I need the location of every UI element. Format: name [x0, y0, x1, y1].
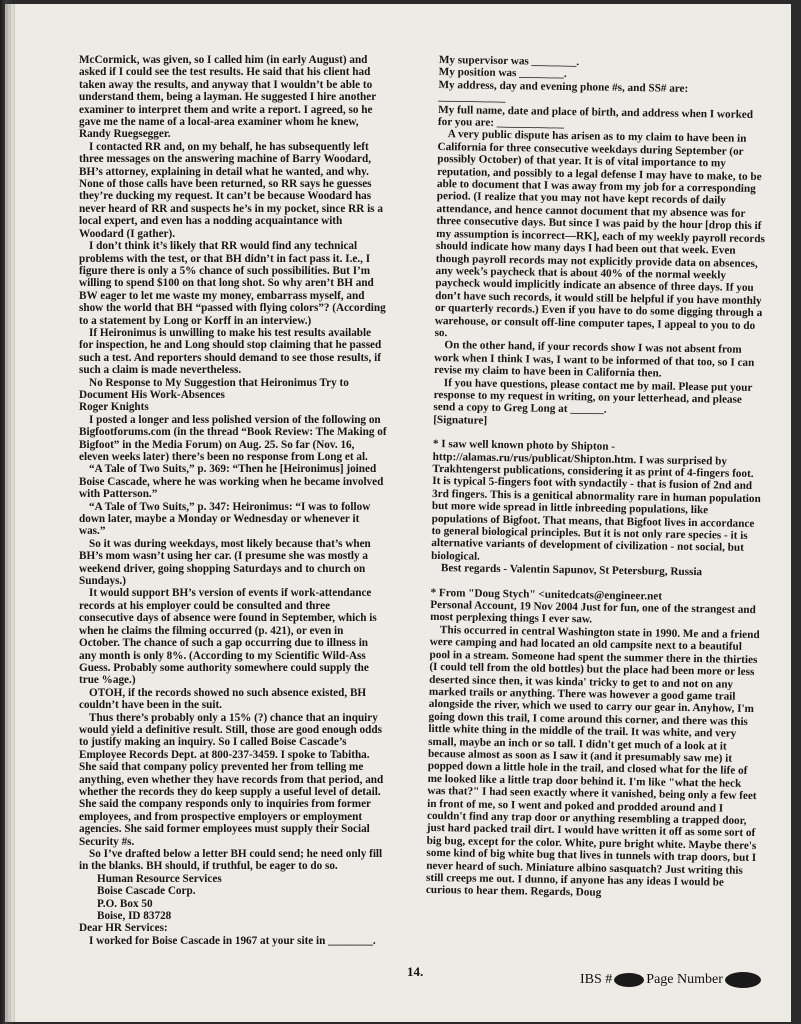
paragraph: So it was during weekdays, most likely because that’s when BH’s mom wasn’t using her car. (I presume she was mostly a weekend driver, going shopping Saturdays and to church on Sundays.): [79, 537, 371, 588]
paragraph: Personal Account, 19 Nov 2004 Just for fun, one of the strangest and most perplexing things I ever saw.: [430, 598, 756, 626]
signoff: Best regards - Valentin Sapunov, St Petersburg, Russia: [440, 562, 703, 579]
paragraph: I posted a longer and less polished version of the following on Bigfootforums.com (in the thread “Book Review: The Making of Bigfoot” in the Media Forum) on Aug. 25. So far (Nov. 16, eleven weeks later) there’s been no response from Long et al.: [79, 413, 387, 463]
paragraph: A very public dispute has arisen as to my claim to have been in California for three consecutive weekdays during September (or possibly October) of that year. It is of vital importance to my reputation, and possibly to a legal defense I may have to make, to be able to document that I was away from my job for a corresponding period. (I realize that you may not have kept records of daily attendance, and hence cannot document that my absence was for three consecutive days. But since I was paid by the hour [drop this if my assumption is incorrect—RK], each of my weekly payroll records should indicate how many days I had been out that week. Even though payroll records may not explicitly provide data on absences, any week’s paycheck that is about 40% of the normal weekly paycheck would implicitly indicate an absence of three days. If you don’t have such records, it would still be helpful if you have monthly or quarterly records.) Even if you have to do some digging through a warehouse, or consult off-line computer tapes, I appeal to you to do so.: [434, 128, 765, 340]
address-line: Human Resource Services: [97, 872, 222, 885]
address-line: Boise, ID 83728: [97, 910, 172, 923]
right-column: [426, 54, 769, 902]
paragraph: I don’t think it’s likely that RR would find any technical problems with the test, or that BH didn’t in fact pass it. I.e., I figure there is only a 5% chance of such possibilities. But I’m willing to spend $100 on that long shot. So why aren’t BH and BW eager to let me waste my money, embarrass myself, and show the world that BH “passed with flying colors”? (According to a statement by Long or Korff in an interview.): [79, 240, 386, 327]
paragraph: Thus there’s probably only a 15% (?) chance that an inquiry would yield a definitive result. Still, those are good enough odds to justify making an inquiry. So I called Boise Cascade’s Employee Records Dept. at 800-237-3459. I spoke to Tabitha. She said that company policy prevented her from telling me anything, even whether they have records from that period, and whether the records they do keep supply a useful level of detail. She said the company responds only to inquiries from former employees, and from prospective employers or employment agencies. She said former employees must supply their Social Security #s.: [79, 711, 384, 848]
ibs-page-number-stamp: [580, 972, 761, 988]
paragraph: If you have questions, please contact me by mail. Please put your response to my request in writing, on your letterhead, and please send a copy to Greg Long at ______.: [433, 376, 753, 417]
address-line: Boise Cascade Corp.: [97, 885, 196, 898]
page-number-label: Page Number: [646, 972, 723, 988]
paragraph: If Heironimus is unwilling to make his test results available for inspection, he and Long should stop claiming that he passed such a test. And reporters should demand to see those results, if such a claim is made nevertheless.: [79, 326, 382, 377]
paragraph: OTOH, if the records showed no such absence existed, BH couldn’t have been in the suit.: [79, 686, 367, 712]
paragraph: It would support BH’s version of events if work-attendance records at his employer could be consulted and three consecutive days of absence were found in September, which is when he claims the filming occurred (p. 421), or even in October. The chance of such a gap occurring due to illness in any month is only 8%. (According to my Scientific Wild-Ass Guess. Probably some authority somewhere could supply the true %age.): [79, 587, 377, 687]
quote-paragraph: “A Tale of Two Suits,” p. 369: “Then he [Heironimus] joined Boise Cascade, where he was working when he became involved with Patterson.”: [79, 463, 384, 501]
letter-line: My full name, date and place of birth, and address when I worked for you are: ____________: [437, 103, 754, 131]
paragraph: * I saw well known photo by Shipton - http://alamas.ru/rus/publicat/Shipton.htm. I was surprised by Trakhtengerst publications, considering it as print of 4-fingers foot. It is typical 5-fingers foot with syndactily - that is fusion of 2nd and 3rd fingers. This is a genitical abnormality rare in human population but more wide spread in little inbreeding populations, like populations of Bigfoot. That means, that Bigfoot lives in accordance to general biological principles. But it is not only rare species - it is alternative variants of development of civilization - not social, but biological.: [431, 438, 761, 563]
document-page: [14, 4, 791, 1022]
letter-salutation: Dear HR Services:: [79, 922, 168, 935]
section-heading: No Response to My Suggestion that Heironimus Try to Document His Work-Absences: [79, 376, 349, 401]
left-column: [79, 54, 387, 947]
paragraph: On the other hand, if your records show I was not absent from work when I think I was, I want to be informed of that too, so I can revise my claim to have been in California then.: [433, 339, 755, 380]
paragraph: This occurred in central Washington state in 1990. Me and a friend were camping and had located an old campsite next to a beautiful pool in a stream. Someone had spent the summer there in the thirties (I could tell from the old bottles) but the place had been more or less deserted since then, it was kinda' tricky to get to and not on any marked trails or anything. There was however a good game trail alongside the river, which we used to carry our gear in. Anyhow, I'm going down this trail, I come around this corner, and there was this little white thing in the middle of the trail. It was white, and very small, maybe an inch or so tall. I didn't get much of a look at it because almost as soon as I saw it (and it presumably saw me) it popped down a little hole in the trail, and closed what for the life of me looked like a little trap door behind it. I'm like "what the heck was that?" I had seen exactly where it vanished, being only a few feet in front of me, so I went and poked and prodded around and I couldn't find any trap door or anything resembling a trapped door, just hard packed trail dirt. I would have written it off as some sort of big bug, except for the color. White, pure bright white. Maybe there's some kind of big white bug that lives in tunnels with trap doors, but I never heard of such. Miniature albino sasquatch? Just writing this still creeps me out. I dunno, if anyone has any ideas I would be curious to hear them. Regards, Doug: [425, 623, 760, 900]
address-line: P.O. Box 50: [97, 897, 153, 910]
redaction-mark: [614, 973, 644, 987]
paragraph: McCormick, was given, so I called him (in early August) and asked if I could see the test results. He said that his client had taken away the results, and anyway that I wouldn’t be able to understand them, being a layman. He suggested I hire another examiner to interpret them and write a report. I agreed, so he gave me the name of a local-area examiner whom he knew, Randy Ruegsegger.: [79, 54, 377, 141]
paragraph: I contacted RR and, on my behalf, he has subsequently left three messages on the answering machine of Barry Woodard, BH’s attorney, explaining in detail what he wanted, and why. None of those calls have been returned, so RR says he guesses they’re ducking my request. It can’t be because Woodard has never heard of RR and suspects he’s in my pocket, since RR is a local expert, and even has a nodding acquaintance with Woodard (I gather).: [79, 140, 383, 240]
ibs-label: IBS #: [580, 972, 613, 988]
letter-blank: ____________: [438, 91, 506, 105]
letter-line: My supervisor was ________.: [438, 54, 580, 69]
signature-placeholder: [Signature]: [433, 413, 488, 427]
page-number: 14.: [407, 964, 424, 979]
paragraph: I worked for Boise Cascade in 1967 at your site in ________.: [89, 934, 376, 947]
redaction-mark: [725, 972, 761, 988]
quote-paragraph: “A Tale of Two Suits,” p. 347: Heironimus: “I was to follow down later, maybe a Monday or Wednesday or whenever it was.”: [79, 500, 371, 538]
letter-line: My address, day and evening phone #s, and SS# are:: [438, 78, 689, 95]
paragraph: So I’ve drafted below a letter BH could send; he need only fill in the blanks. BH should, if truthful, be eager to do so.: [79, 848, 383, 873]
author-name: Roger Knights: [79, 401, 149, 414]
letter-line: My position was ________.: [438, 66, 567, 81]
paragraph: * From "Doug Stych" <unitedcats@engineer.net: [430, 586, 663, 603]
